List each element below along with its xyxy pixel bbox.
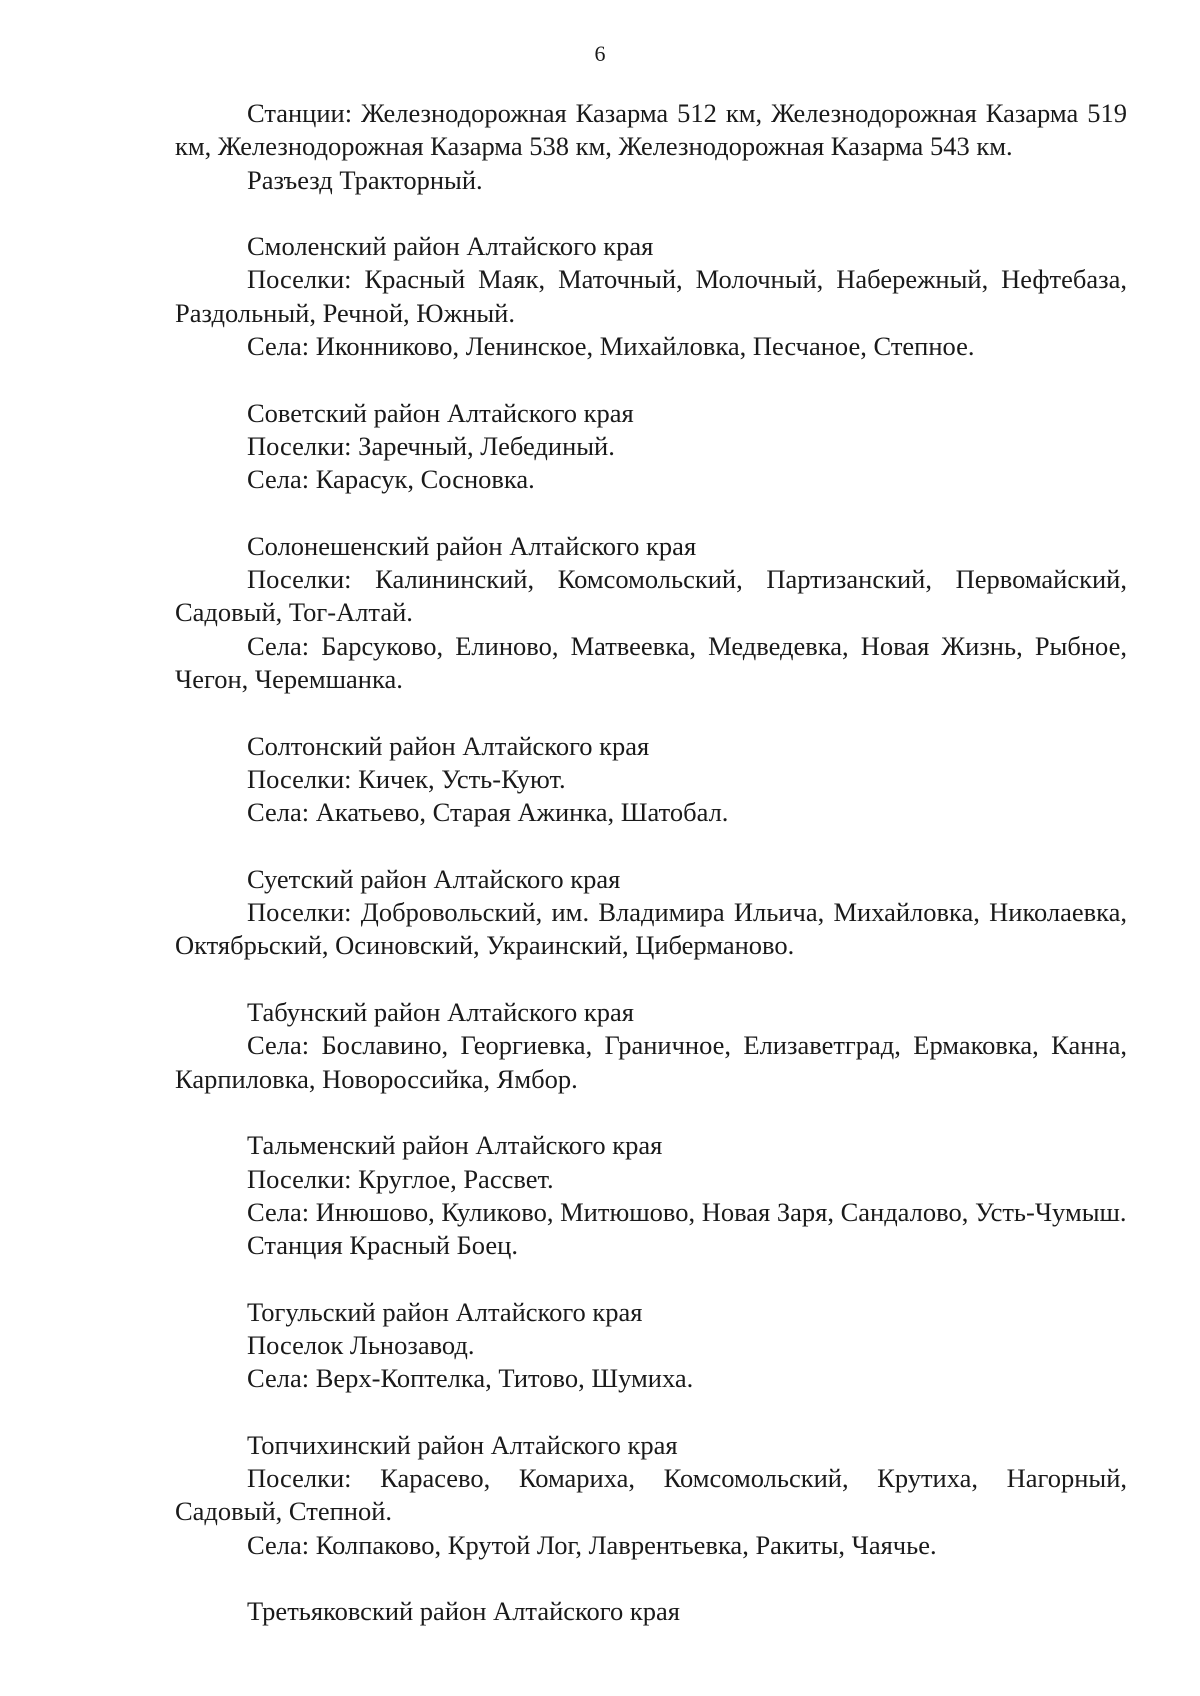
settlement-paragraph: Поселки: Добровольский, им. Владимира Ильича, Михайловка, Николаевка, Октябрьский, Осиновский, Украинский, Циберманово.: [175, 897, 1127, 961]
settlement-paragraph: Села: Инюшово, Куликово, Митюшово, Новая Заря, Сандалово, Усть-Чумыш.: [247, 1196, 1127, 1227]
district-section: [175, 730, 1127, 830]
district-heading: Солонешенский район Алтайского края: [247, 530, 697, 561]
district-section: [175, 1296, 1127, 1396]
district-heading: Суетский район Алтайского края: [247, 863, 621, 894]
district-heading: Советский район Алтайского края: [247, 397, 634, 428]
document-body: [175, 97, 1127, 1629]
settlement-paragraph: Села: Акатьево, Старая Ажинка, Шатобал.: [247, 797, 729, 828]
settlement-paragraph: Села: Карасук, Сосновка.: [247, 464, 535, 495]
settlement-paragraph: Поселки: Карасево, Комариха, Комсомольский, Крутиха, Нагорный, Садовый, Степной.: [175, 1463, 1127, 1527]
district-heading: Смоленский район Алтайского края: [247, 231, 654, 262]
district-section: [175, 1429, 1127, 1562]
settlement-paragraph: Поселки: Круглое, Рассвет.: [247, 1163, 554, 1194]
settlement-paragraph: Станции: Железнодорожная Казарма 512 км, Железнодорожная Казарма 519 км, Железнодорожная Казарма 538 км, Железнодорожная Казарма 543 км.: [175, 98, 1127, 162]
settlement-paragraph: Поселки: Кичек, Усть-Куют.: [247, 763, 566, 794]
settlement-paragraph: Села: Иконниково, Ленинское, Михайловка, Песчаное, Степное.: [247, 331, 975, 362]
district-section: [175, 230, 1127, 363]
district-section: [175, 996, 1127, 1096]
district-heading: Тогульский район Алтайского края: [247, 1296, 643, 1327]
settlement-paragraph: Станция Красный Боец.: [247, 1230, 518, 1261]
district-section: [175, 1129, 1127, 1262]
settlement-paragraph: Разъезд Тракторный.: [247, 164, 483, 195]
district-section: [175, 1595, 1127, 1628]
district-heading: Третьяковский район Алтайского края: [247, 1596, 680, 1627]
district-heading: Табунский район Алтайского края: [247, 997, 634, 1028]
district-section: [175, 530, 1127, 696]
settlement-paragraph: Села: Колпаково, Крутой Лог, Лаврентьевка, Ракиты, Чаячье.: [247, 1529, 937, 1560]
settlement-paragraph: Села: Бославино, Георгиевка, Граничное, Елизаветград, Ермаковка, Канна, Карпиловка, Новороссийка, Ямбор.: [175, 1030, 1127, 1094]
settlement-paragraph: Поселки: Красный Маяк, Маточный, Молочный, Набережный, Нефтебаза, Раздольный, Речной, Южный.: [175, 264, 1127, 328]
settlement-paragraph: Села: Барсуково, Елиново, Матвеевка, Медведевка, Новая Жизнь, Рыбное, Чегон, Черемшанка.: [175, 630, 1127, 695]
district-heading: Солтонский район Алтайского края: [247, 730, 650, 761]
settlement-paragraph: Села: Верх-Коптелка, Титово, Шумиха.: [247, 1363, 694, 1394]
district-section: [175, 863, 1127, 963]
settlement-paragraph: Поселки: Калининский, Комсомольский, Партизанский, Первомайский, Садовый, Тог-Алтай.: [175, 564, 1127, 628]
district-section: [175, 397, 1127, 497]
settlement-paragraph: Поселки: Заречный, Лебединый.: [247, 430, 615, 461]
district-heading: Топчихинский район Алтайского края: [247, 1429, 678, 1460]
district-heading: Тальменский район Алтайского края: [247, 1130, 663, 1161]
page-number: 6: [594, 41, 606, 66]
settlement-paragraph: Поселок Льнозавод.: [247, 1329, 475, 1360]
district-section: [175, 97, 1127, 197]
